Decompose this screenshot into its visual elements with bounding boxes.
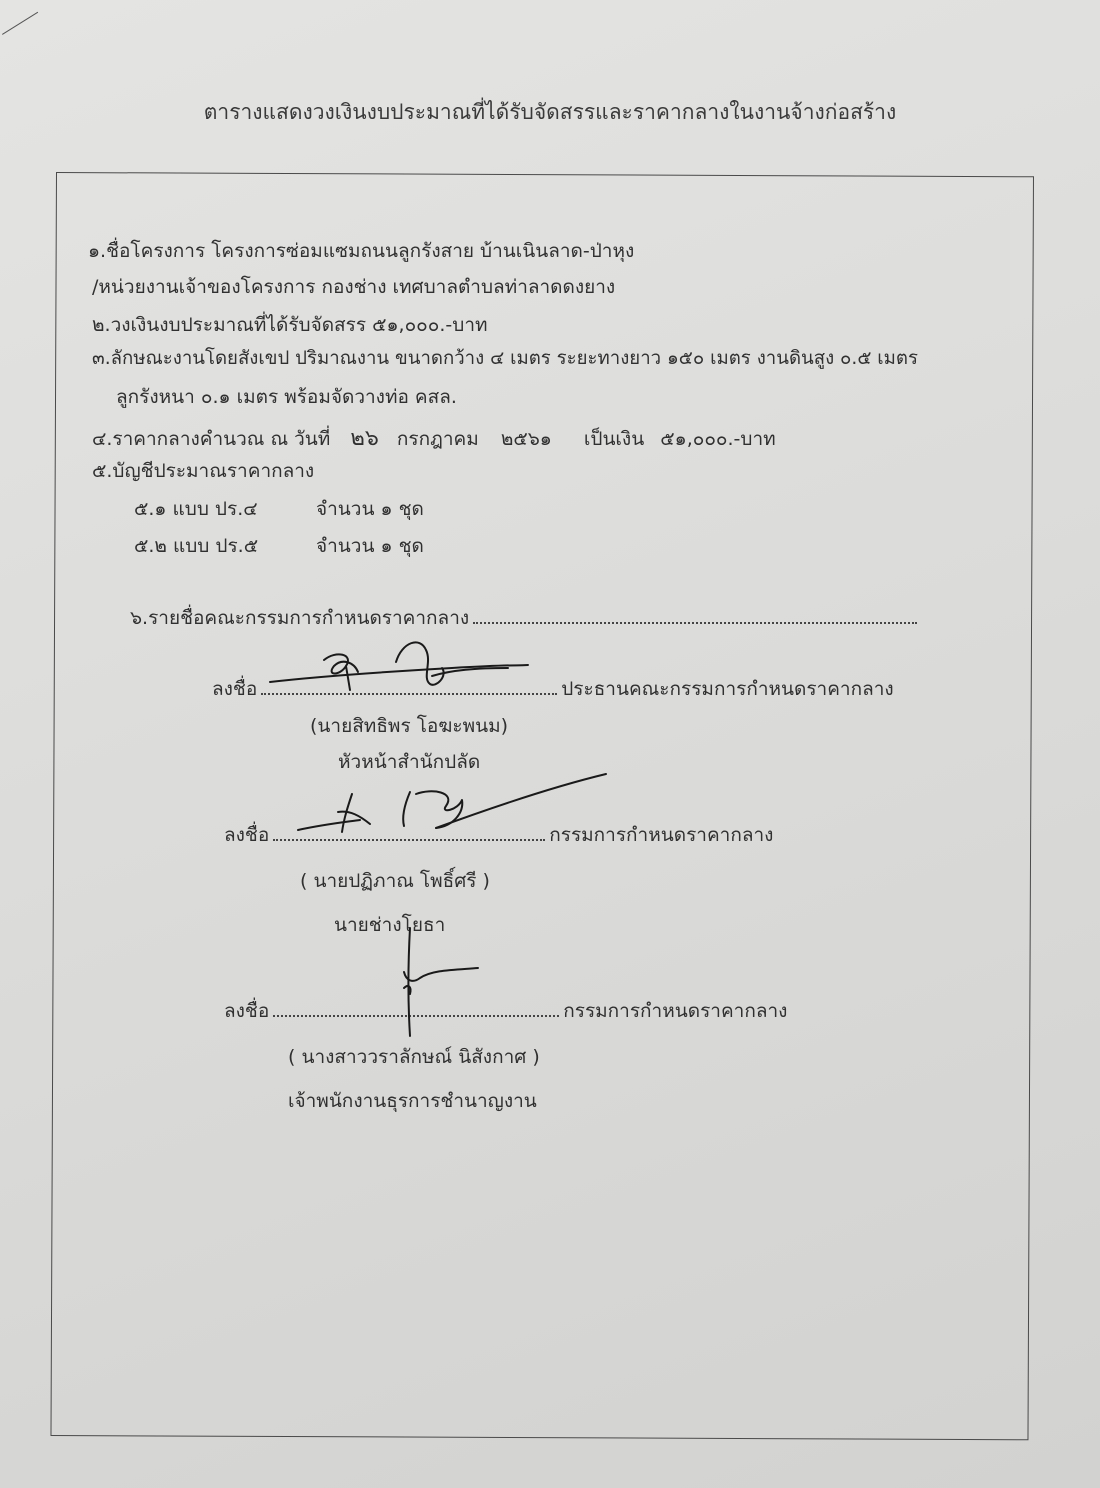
- committee-name-2: ( นายปฏิภาณ โพธิ์ศรี ): [300, 870, 490, 892]
- budget-line: ๒.วงเงินงบประมาณที่ได้รับจัดสรร ๕๑,๐๐๐.-บาท: [92, 314, 488, 336]
- committee-role-1: ประธานคณะกรรมการกำหนดราคากลาง: [561, 678, 894, 700]
- work-description-line: ๓.ลักษณะงานโดยสังเขป ปริมาณงาน ขนาดกว้าง ๔ เมตร ระยะทางยาว ๑๕๐ เมตร งานดินสูง ๐.๕ เมตร: [92, 348, 918, 369]
- price-list-item-1-qty: จำนวน ๑ ชุด: [316, 498, 424, 520]
- price-list-heading: ๕.บัญชีประมาณราคากลาง: [92, 460, 315, 482]
- sign-label-1: ลงชื่อ: [212, 678, 258, 700]
- median-price-amount: ๕๑,๐๐๐.-บาท: [660, 428, 776, 450]
- median-price-day: ๒๖: [350, 426, 379, 451]
- signature-row-3: [224, 996, 787, 1026]
- price-list-item-1-label: ๕.๑ แบบ ปร.๔: [134, 498, 258, 520]
- median-price-amount-label: เป็นเงิน: [583, 428, 645, 450]
- committee-position-2: นายช่างโยธา: [334, 914, 446, 936]
- project-name-line: ๑.ชื่อโครงการ โครงการซ่อมแซมถนนลูกรังสาย บ้านเนินลาด-ป่าหุง: [88, 240, 635, 262]
- corner-scratch: [2, 12, 38, 35]
- document-title: ตารางแสดงวงเงินงบประมาณที่ได้รับจัดสรรและราคากลางในงานจ้างก่อสร้าง: [203, 100, 897, 124]
- median-price-prefix: ๔.ราคากลางคำนวณ ณ วันที่: [92, 428, 331, 450]
- price-list-item-2-label: ๕.๒ แบบ ปร.๕: [134, 535, 259, 557]
- sign-label-3: ลงชื่อ: [224, 1000, 270, 1022]
- signature-3-image: [392, 924, 492, 1044]
- committee-name-1: (นายสิทธิพร โอฆะพนม): [310, 715, 509, 737]
- committee-heading-text: ๖.รายชื่อคณะกรรมการกำหนดราคากลาง: [130, 607, 470, 629]
- committee-role-3: กรรมการกำหนดราคากลาง: [563, 1000, 788, 1022]
- committee-position-3: เจ้าพนักงานธุรการชำนาญงาน: [288, 1090, 537, 1112]
- committee-name-3: ( นางสาววราลักษณ์ นิสังกาศ ): [288, 1046, 540, 1068]
- committee-position-1: หัวหน้าสำนักปลัด: [338, 751, 481, 773]
- median-price-year: ๒๕๖๑: [500, 428, 552, 450]
- signature-1-image: [262, 632, 542, 702]
- committee-heading: [130, 603, 921, 633]
- signature-2-image: [286, 766, 616, 846]
- project-owner-line: /หน่วยงานเจ้าของโครงการ กองช่าง เทศบาลตำบลท่าลาดดงยาง: [92, 276, 616, 298]
- median-price-month: กรกฎาคม: [396, 428, 479, 450]
- price-list-item-2-qty: จำนวน ๑ ชุด: [316, 535, 424, 557]
- committee-role-2: กรรมการกำหนดราคากลาง: [549, 824, 774, 846]
- committee-dotted-line: [473, 621, 917, 624]
- median-price-line: [92, 420, 776, 455]
- sign-label-2: ลงชื่อ: [224, 824, 270, 846]
- work-description-line-2: ลูกรังหนา ๐.๑ เมตร พร้อมจัดวางท่อ คสล.: [116, 386, 457, 408]
